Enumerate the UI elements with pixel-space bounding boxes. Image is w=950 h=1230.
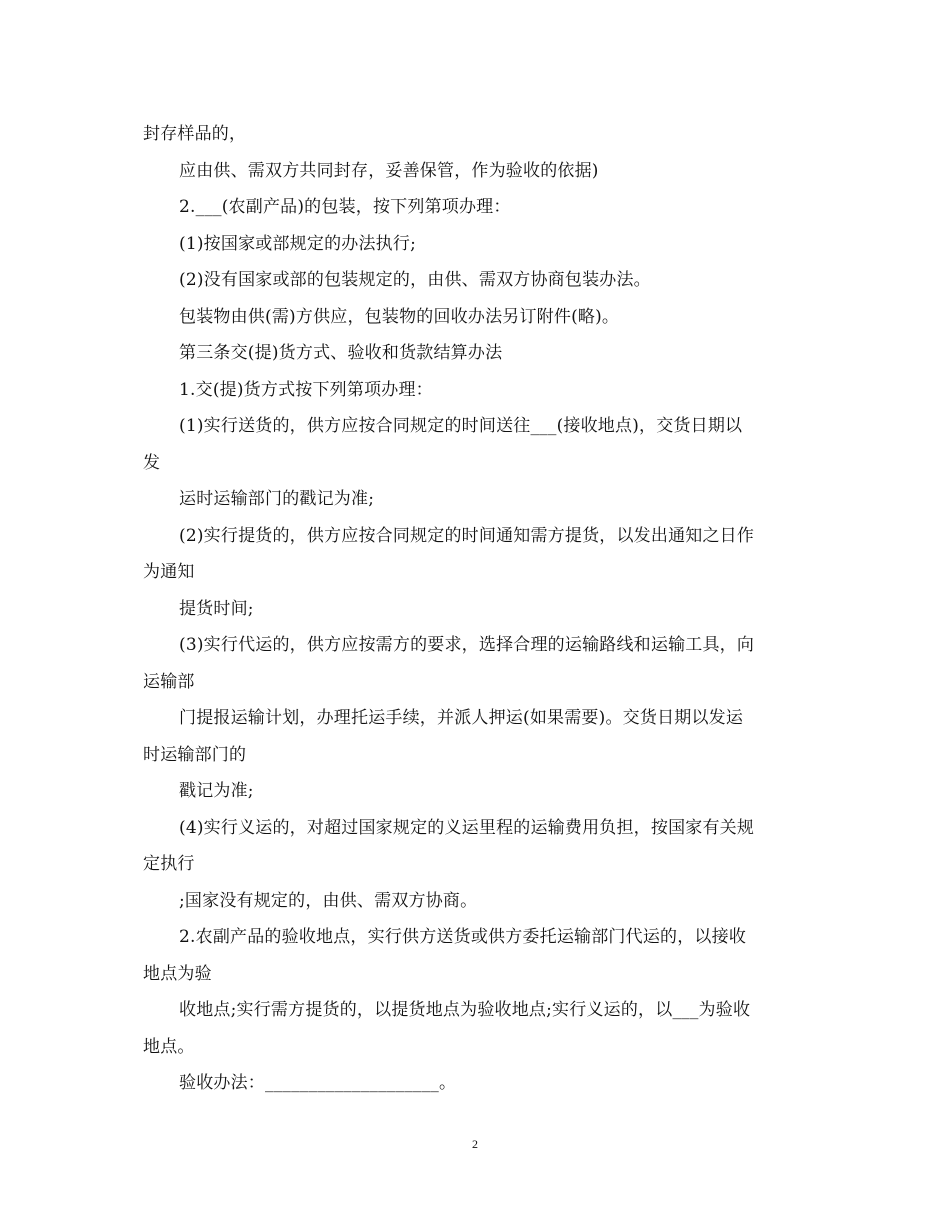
document-body (143, 116, 813, 1102)
text-line: 第三条交(提)货方式、验收和货款结算办法 (179, 343, 503, 363)
text-line: (2)实行提货的，供方应按合同规定的时间通知需方提货，以发出通知之日作 (179, 525, 755, 546)
text-line: (3)实行代运的，供方应按需方的要求，选择合理的运输路线和运输工具，向 (179, 635, 755, 655)
page-number: 2 (472, 1137, 478, 1151)
text-line: ;国家没有规定的，由供、需双方协商。 (179, 890, 478, 911)
text-line: 收地点;实行需方提货的，以提货地点为验收地点;实行义运的，以___为验收 (179, 1000, 751, 1020)
text-line: (4)实行义运的，对超过国家规定的义运里程的运输费用负担，按国家有关规 (179, 817, 755, 838)
text-line: 运时运输部门的戳记为准; (179, 489, 375, 509)
text-line: (1)按国家或部规定的办法执行; (179, 233, 417, 254)
text-line: 时运输部门的 (143, 744, 247, 765)
text-line: 为通知 (143, 562, 195, 582)
text-line: 应由供、需双方共同封存，妥善保管，作为验收的依据) (179, 160, 599, 181)
text-line: (2)没有国家或部的包装规定的，由供、需双方协商包装办法。 (179, 270, 651, 290)
text-line: 发 (143, 452, 161, 473)
text-line: 门提报运输计划，办理托运手续，并派人押运(如果需要)。交货日期以发运 (179, 708, 744, 728)
text-line: 2.___(农副产品)的包装，按下列第项办理： (179, 197, 511, 217)
text-line: 地点。 (143, 1036, 195, 1057)
text-line: 提货时间; (179, 598, 254, 619)
text-line: 2.农副产品的验收地点，实行供方送货或供方委托运输部门代运的，以接收 (179, 927, 747, 947)
text-line: 包装物由供(需)方供应，包装物的回收办法另订附件(略)。 (179, 306, 620, 327)
text-line: (1)实行送货的，供方应按合同规定的时间送往___(接收地点)，交货日期以 (179, 416, 743, 436)
text-line: 1.交(提)货方式按下列第项办理： (179, 379, 433, 400)
text-line: 运输部 (143, 671, 195, 692)
text-line: 验收办法：____________________。 (179, 1073, 457, 1093)
text-line: 定执行 (143, 854, 195, 874)
text-line: 地点为验 (143, 963, 212, 984)
text-line: 戳记为准; (179, 781, 254, 801)
text-line: 封存样品的， (143, 124, 247, 144)
